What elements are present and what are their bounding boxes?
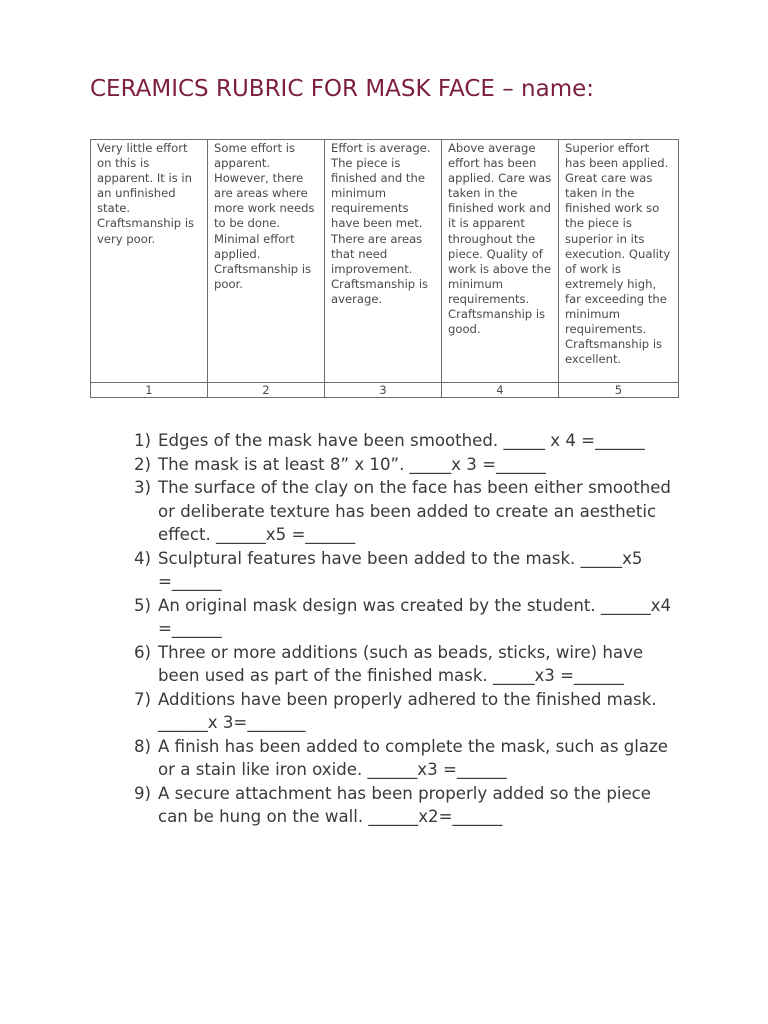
criterion-number: 9) <box>134 783 152 803</box>
rubric-level-3-description: Effort is average. The piece is finished and the minimum requirements have been met. There are areas that need improvement. Craftsmanship is average. <box>325 140 442 383</box>
criterion-text: A secure attachment has been properly added so the piece can be hung on the wall. ______x2=______ <box>158 783 651 826</box>
criterion-text: Sculptural features have been added to the mask. _____x5 =______ <box>158 548 643 591</box>
criterion-item <box>134 476 674 547</box>
criteria-list <box>134 429 674 829</box>
rubric-level-5-description: Superior effort has been applied. Great care was taken in the finished work so the piece is superior in its execution. Quality of work is extremely high, far exceeding the minimum requirements. Craftsmanship is excellent. <box>559 140 679 383</box>
page-title: CERAMICS RUBRIC FOR MASK FACE – name: <box>90 76 595 102</box>
criterion-item <box>134 688 674 735</box>
criterion-item <box>134 735 674 782</box>
rubric-score-3: 3 <box>325 383 442 398</box>
rubric-score-1: 1 <box>91 383 208 398</box>
criterion-text: Three or more additions (such as beads, sticks, wire) have been used as part of the finished mask. _____x3 =______ <box>158 642 644 685</box>
criterion-number: 4) <box>134 548 152 568</box>
rubric-level-1-description: Very little effort on this is apparent. It is in an unfinished state. Craftsmanship is very poor. <box>91 140 208 383</box>
rubric-score-row <box>91 383 679 398</box>
rubric-score-5: 5 <box>559 383 679 398</box>
criterion-number: 2) <box>134 454 152 474</box>
criterion-text: Edges of the mask have been smoothed. _____ x 4 =______ <box>158 431 645 450</box>
criterion-item <box>134 429 674 453</box>
criterion-text: A finish has been added to complete the mask, such as glaze or a stain like iron oxide. ______x3 =______ <box>158 736 668 779</box>
criterion-text: Additions have been properly adhered to the finished mask. ______x 3=_______ <box>158 689 657 732</box>
rubric-score-4: 4 <box>442 383 559 398</box>
criterion-item <box>134 453 674 477</box>
criterion-number: 8) <box>134 736 152 756</box>
rubric-description-row <box>91 140 679 383</box>
rubric-level-2-description: Some effort is apparent. However, there are areas where more work needs to be done. Minimal effort applied. Craftsmanship is poor. <box>208 140 325 383</box>
criterion-number: 6) <box>134 642 152 662</box>
criterion-item <box>134 547 674 594</box>
rubric-table <box>90 139 679 398</box>
criterion-item <box>134 594 674 641</box>
criterion-item <box>134 641 674 688</box>
rubric-level-4-description: Above average effort has been applied. Care was taken in the finished work and it is apparent throughout the piece. Quality of work is above the minimum requirements. Craftsmanship is good. <box>442 140 559 383</box>
criterion-text: The surface of the clay on the face has been either smoothed or deliberate texture has been added to create an aesthetic effect. ______x5 =______ <box>158 478 671 544</box>
rubric-score-2: 2 <box>208 383 325 398</box>
criterion-number: 5) <box>134 595 152 615</box>
criterion-number: 7) <box>134 689 152 709</box>
criterion-text: The mask is at least 8” x 10”. _____x 3 =______ <box>158 454 546 474</box>
criterion-item <box>134 782 674 829</box>
criterion-number: 3) <box>134 478 152 497</box>
criterion-number: 1) <box>134 431 152 450</box>
criterion-text: An original mask design was created by the student. ______x4 =______ <box>158 595 672 638</box>
